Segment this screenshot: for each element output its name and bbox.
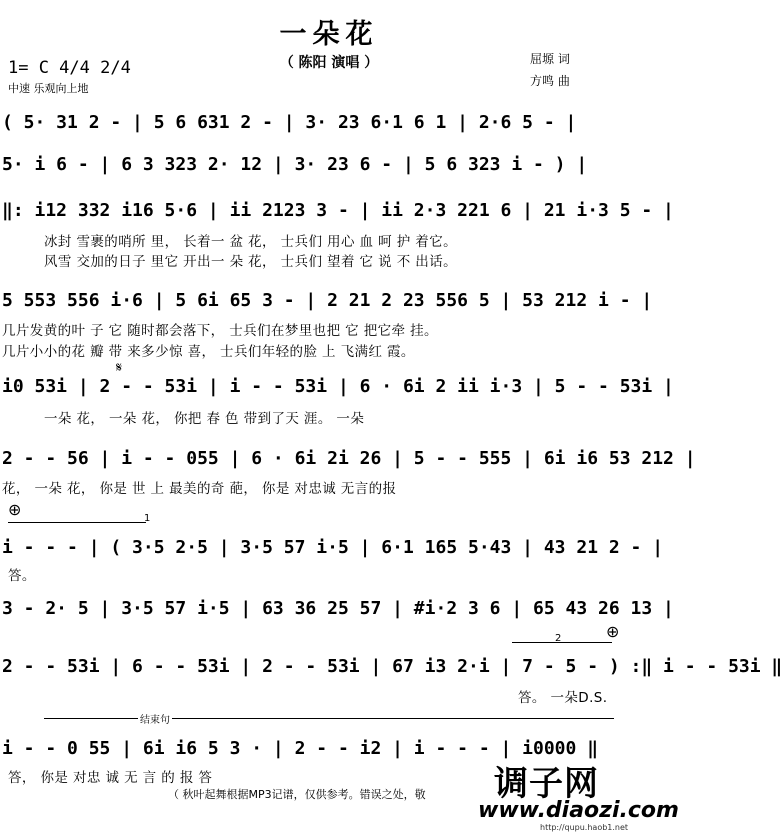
score-line-3: ‖: i12 332 i16 5·6 | ii 2123 3 - | ii 2·3 221 6 | 21 i·3 5 - | (2, 200, 674, 221)
lyric-line-4a: 几片发黄的叶 子 它 随时都会落下， 士兵们在梦里也把 它 把它牵 挂。 (2, 323, 438, 339)
score-line-2: 5· i 6 - | 6 3 323 2· 12 | 3· 23 6 - | 5 6 323 i - ) | (2, 154, 588, 175)
volta-1-bracket (8, 522, 146, 523)
lyric-line-3a: 冰封 雪裹的哨所 里， 长着一 盆 花， 士兵们 用心 血 呵 护 着它。 (44, 234, 458, 250)
volta-1-label: 1 (144, 513, 151, 524)
segno-sign: 𝄋 (116, 360, 123, 376)
watermark-small-url: http://qupu.haob1.net (540, 823, 629, 832)
watermark-brand: 调子网 (494, 764, 599, 804)
lyric-line-5: 一朵 花， 一朵 花， 你把 春 色 带到了天 涯。 一朵 (44, 411, 365, 427)
score-line-1: ( 5· 31 2 - | 5 6 631 2 - | 3· 23 6·1 6 1 | 2·6 5 - | (2, 112, 577, 133)
volta-2-label: 2 (555, 633, 562, 644)
score-line-8: 3 - 2· 5 | 3·5 57 i·5 | 63 36 25 57 | #i·2 3 6 | 65 43 26 13 | (2, 598, 674, 619)
lyric-line-7: 答。 (8, 568, 36, 584)
song-title: 一朵花 (279, 19, 379, 50)
ending-label: 结束句 (138, 711, 172, 726)
coda-sign-2: ⊕ (606, 622, 620, 641)
score-line-6: 2 - - 56 | i - - 055 | 6 · 6i 2i 26 | 5 - - 555 | 6i i6 53 212 | (2, 448, 696, 469)
lyric-line-3b: 风雪 交加的日子 里它 开出一 朵 花， 士兵们 望着 它 说 不 出话。 (44, 254, 458, 270)
score-line-5: i0 53i | 2 - - 53i | i - - 53i | 6 · 6i 2 ii i·3 | 5 - - 53i | (2, 376, 674, 397)
lyric-line-6: 花， 一朵 花， 你是 世 上 最美的奇 葩， 你是 对忠诚 无言的报 (2, 481, 397, 497)
lyric-line-9: 答。 一朵D.S. (518, 690, 608, 706)
score-line-9: 2 - - 53i | 6 - - 53i | 2 - - 53i | 67 i3 2·i | 7 - 5 - ) :‖ i - - 53i ‖ (2, 656, 782, 677)
key-signature: 1= C 4/4 2/4 (8, 58, 131, 78)
transcription-note: （ 秋叶起舞根据MP3记谱，仅供参考。错误之处，敬 (168, 788, 426, 801)
volta-2-bracket (512, 642, 612, 643)
watermark-url[interactable]: www.diaozi.com (478, 798, 679, 823)
lyricist-credit: 屈塬 词 (530, 52, 570, 66)
lyric-line-4b: 几片小小的花 瓣 带 来多少惊 喜， 士兵们年轻的脸 上 飞满红 霞。 (2, 344, 415, 360)
score-line-7: i - - - | ( 3·5 2·5 | 3·5 57 i·5 | 6·1 165 5·43 | 43 21 2 - | (2, 537, 664, 558)
singer-line: （ 陈阳 演唱 ） (279, 55, 379, 71)
score-line-10: i - - 0 55 | 6i i6 5 3 · | 2 - - i2 | i - - - | i0000 ‖ (2, 738, 599, 759)
score-line-4: 5 553 556 i·6 | 5 6i 65 3 - | 2 21 2 23 556 5 | 53 212 i - | (2, 290, 653, 311)
composer-credit: 方鸣 曲 (530, 74, 570, 88)
lyric-line-10: 答， 你是 对忠 诚 无 言 的 报 答 (8, 770, 213, 786)
tempo-marking: 中速 乐观向上地 (8, 82, 89, 95)
coda-sign: ⊕ (8, 500, 22, 519)
ending-bracket (44, 718, 614, 719)
